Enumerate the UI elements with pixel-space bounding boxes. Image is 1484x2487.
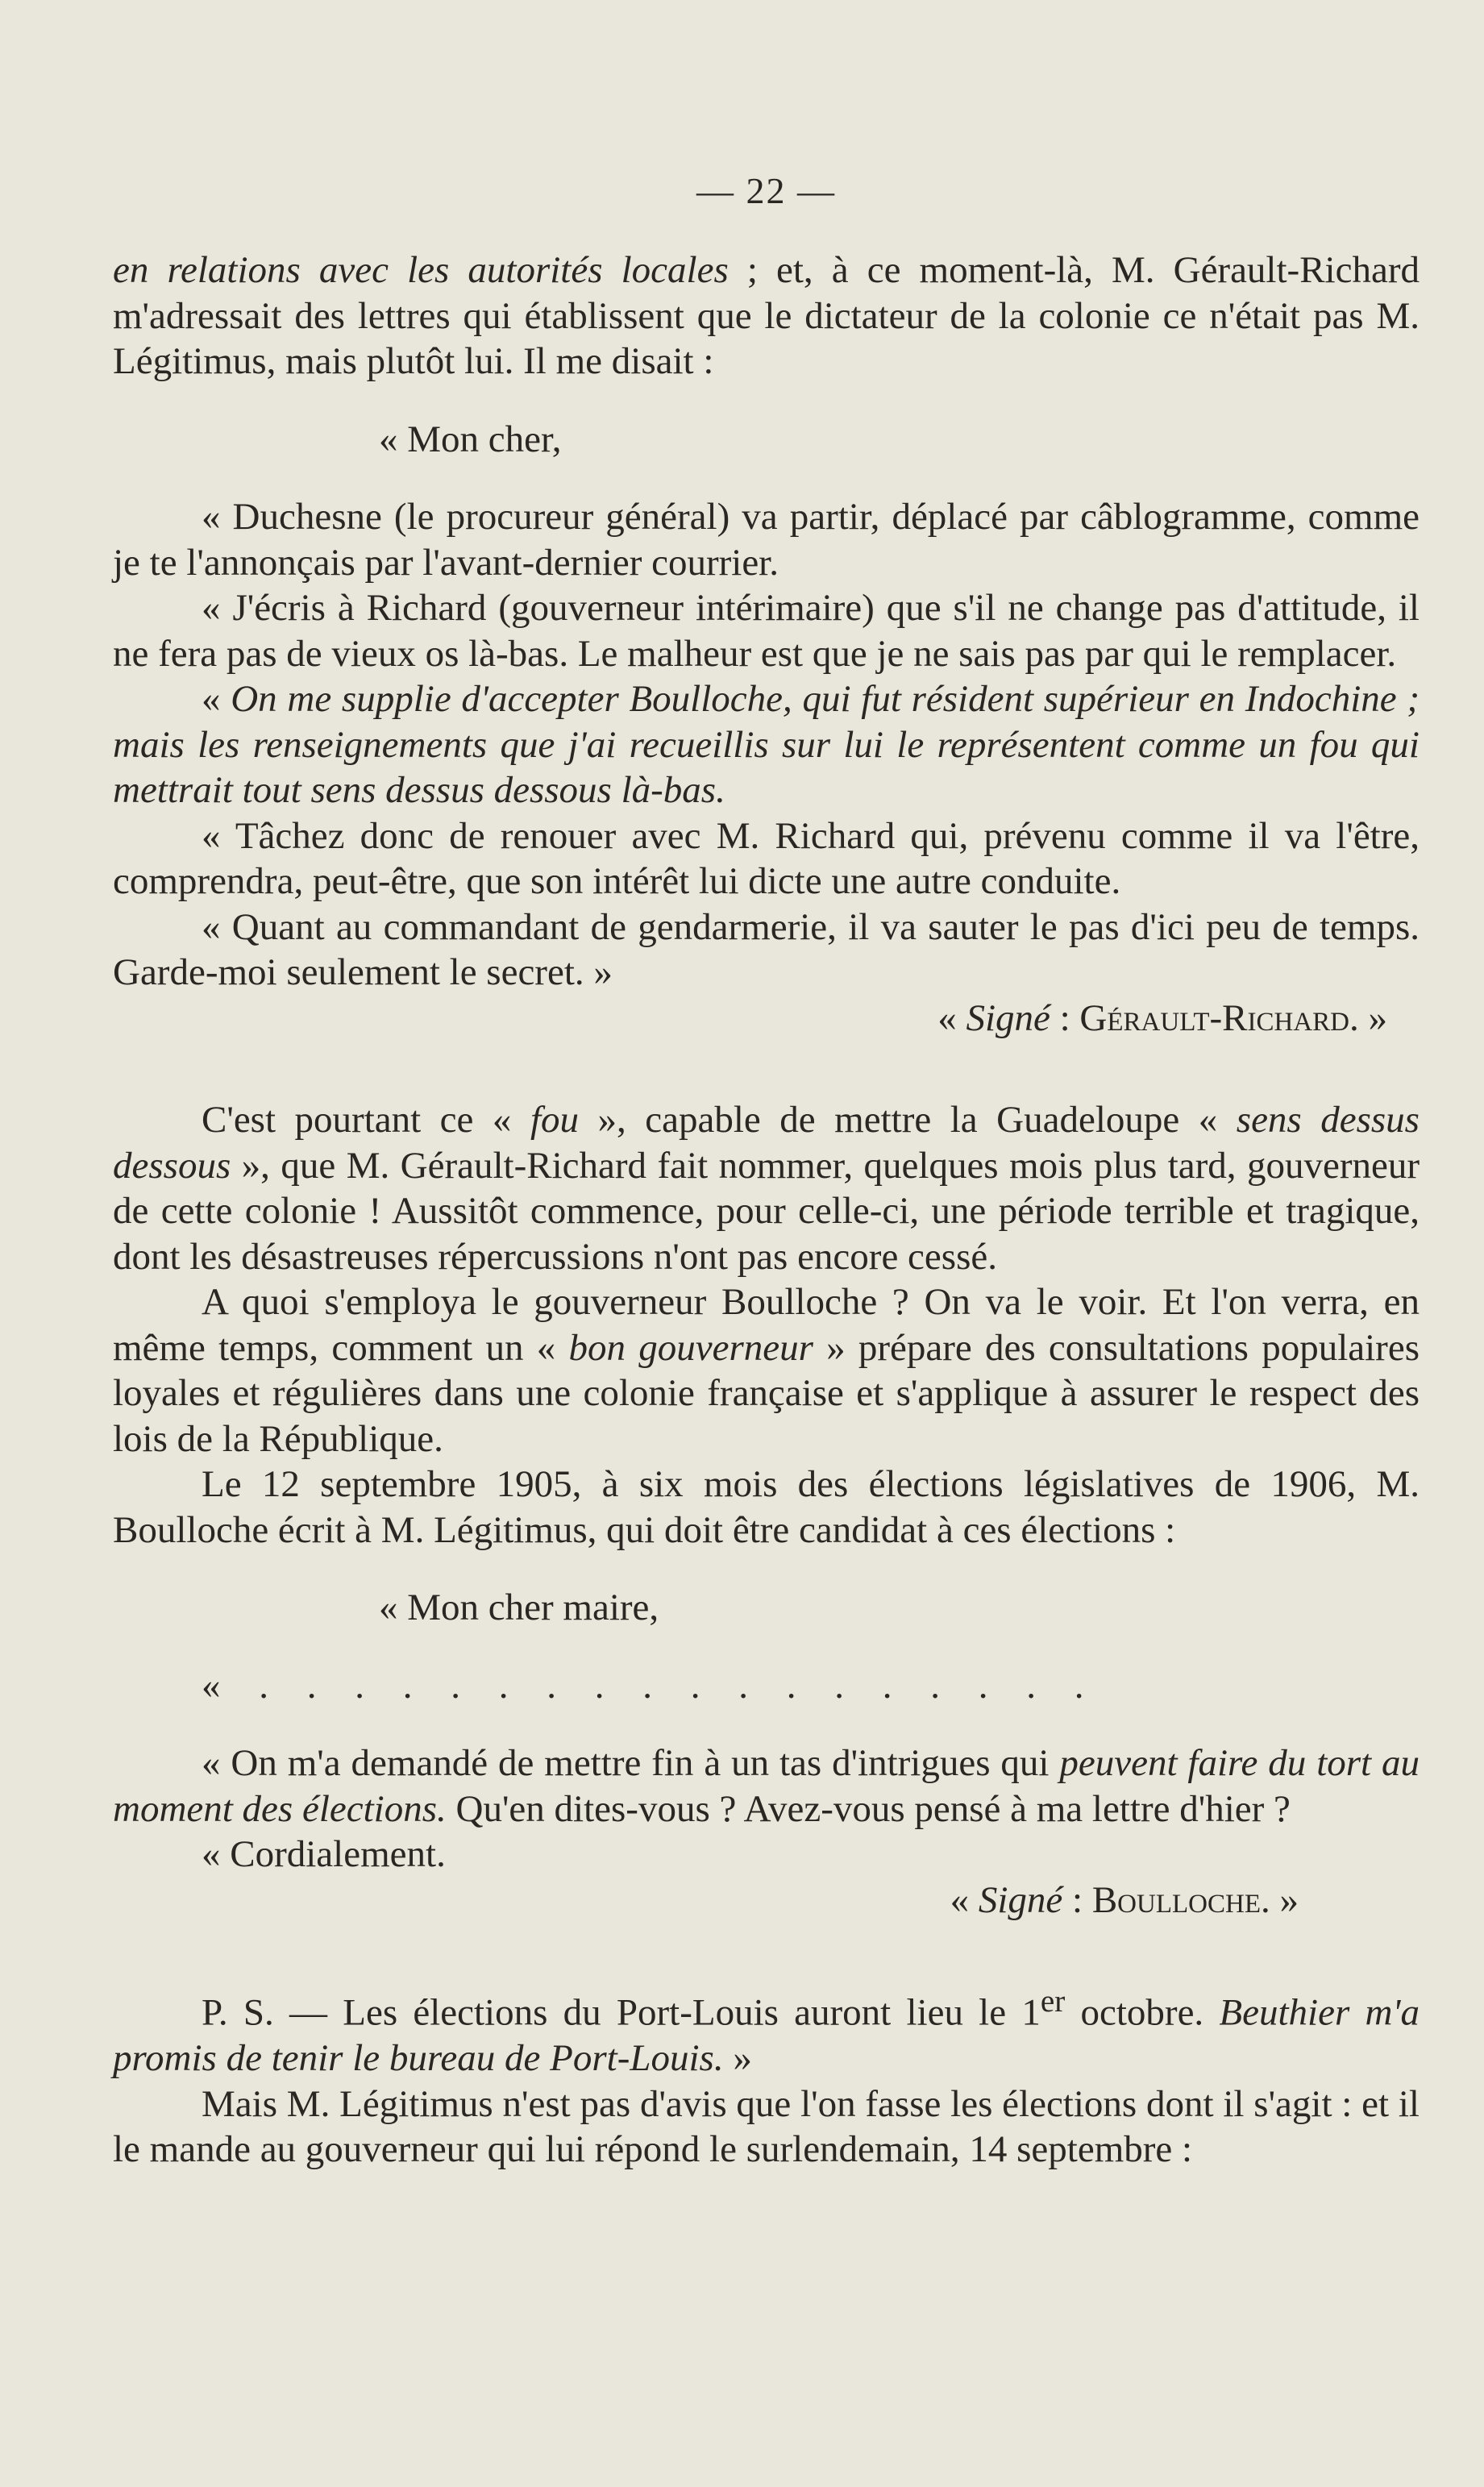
paragraph-11: « Cordialement.	[202, 1833, 446, 1875]
text: Qu'en dites-vous ? Avez-vous pensé à ma lettre d'hier ?	[446, 1787, 1291, 1830]
text: »	[723, 2037, 752, 2080]
quote-mark: «	[202, 678, 231, 720]
emphasis: en relations avec les autorités locales	[113, 249, 729, 291]
page-number: — 22 —	[696, 170, 836, 211]
quote-mark: «	[937, 996, 966, 1039]
emphasis: peuvent faire du tort au moment des élections.	[113, 1742, 1420, 1830]
paragraph-2: « Duchesne (le procureur général) va partir, déplacé par câblogramme, comme je te l'annonçais par l'avant-dernier courrier.	[113, 496, 1420, 584]
paragraph-8	[113, 1279, 1420, 1462]
paragraph-9: Le 12 septembre 1905, à six mois des élections législatives de 1906, M. Boulloche écrit à M. Légitimus, qui doit être candidat à ces élections :	[113, 1463, 1420, 1551]
text: « On m'a demandé de mettre fin à un tas d'intrigues qui	[202, 1742, 1060, 1784]
text: A quoi s'employa le gouverneur Boulloche ? On va le voir. Et l'on verra, en même temps, comment un «	[113, 1281, 1420, 1369]
paragraph-1	[113, 247, 1420, 385]
emphasis: Beuthier m'a promis de tenir le bureau de Port-Louis.	[113, 1991, 1420, 2080]
superscript: er	[1040, 1984, 1066, 2019]
spacer	[113, 1923, 1420, 1979]
text: ; et, à ce moment-là, M. Gérault-Richard m'adressait des lettres qui établissent que le dictateur de la colonie ce n'était pas M. Légitimus, mais plutôt lui. Il me disait :	[113, 249, 1420, 382]
spacer	[113, 1708, 1420, 1740]
text: octobre.	[1065, 1991, 1220, 2034]
emphasis: fou	[530, 1099, 579, 1141]
emphasis: bon gouverneur	[568, 1326, 813, 1369]
paragraph-6: « Quant au commandant de gendarmerie, il va sauter le pas d'ici peu de temps. Garde-moi seulement le secret. »	[113, 905, 1420, 993]
paragraph-12	[113, 1979, 1420, 2082]
text: », capable de mettre la Guadeloupe «	[579, 1099, 1237, 1141]
text: » prépare des consultations populaires loyales et régulières dans une colonie française et s'applique à assurer le respect des lois de la République.	[113, 1326, 1420, 1460]
emphasis: On me supplie d'accepter Boulloche, qui fut résident supérieur en Indochine ; mais les renseignements que j'ai recueillis sur lui le représentent comme un fou qui mettrait tout sens dessus dessous là-bas.	[113, 678, 1420, 811]
signature-gerault-richard	[113, 996, 1420, 1042]
emphasis: sens dessus dessous	[113, 1099, 1420, 1187]
spacer	[113, 1041, 1420, 1097]
text: », que M. Gérault-Richard fait nommer, quelques mois plus tard, gouverneur de cette colonie ! Aussitôt commence, pour celle-ci, une période terrible et tragique, dont les désastreuses répercussions n'ont pas encore cessé.	[113, 1144, 1420, 1278]
paragraph-7	[113, 1097, 1420, 1279]
signature-boulloche	[113, 1878, 1420, 1923]
body-text	[113, 247, 1420, 2173]
paragraph-13: Mais M. Légitimus n'est pas d'avis que l'on fasse les élections dont il s'agit : et il le mande au gouverneur qui lui répond le surlendemain, 14 septembre :	[113, 2082, 1420, 2171]
signed-label: Signé	[978, 1878, 1063, 1921]
quote-mark: »	[1270, 1878, 1299, 1921]
separator: :	[1062, 1878, 1092, 1921]
ellipsis-line: « . . . . . . . . . . . . . . . . . .	[202, 1664, 1099, 1707]
quote-mark: «	[950, 1878, 979, 1921]
paragraph-4	[113, 676, 1420, 813]
signatory-name: Boulloche.	[1091, 1878, 1270, 1921]
quote-mark: »	[1358, 996, 1387, 1039]
separator: :	[1050, 996, 1080, 1039]
paragraph-10	[113, 1740, 1420, 1832]
paragraph-3: « J'écris à Richard (gouverneur intérimaire) que s'il ne change pas d'attitude, il ne fera pas de vieux os là-bas. Le malheur est que je ne sais pas par qui le remplacer.	[113, 587, 1420, 675]
signatory-name: Gérault-Richard.	[1079, 996, 1359, 1039]
paragraph-5: « Tâchez donc de renouer avec M. Richard qui, prévenu comme il va l'être, comprendra, peut-être, que son intérêt lui dicte une autre conduite.	[113, 814, 1420, 902]
text: C'est pourtant ce «	[202, 1099, 530, 1141]
signed-label: Signé	[966, 996, 1050, 1039]
text: P. S. — Les élections du Port-Louis auront lieu le 1	[202, 1991, 1041, 2034]
letter-salutation: « Mon cher maire,	[379, 1587, 659, 1628]
letter-salutation: « Mon cher,	[379, 418, 562, 460]
